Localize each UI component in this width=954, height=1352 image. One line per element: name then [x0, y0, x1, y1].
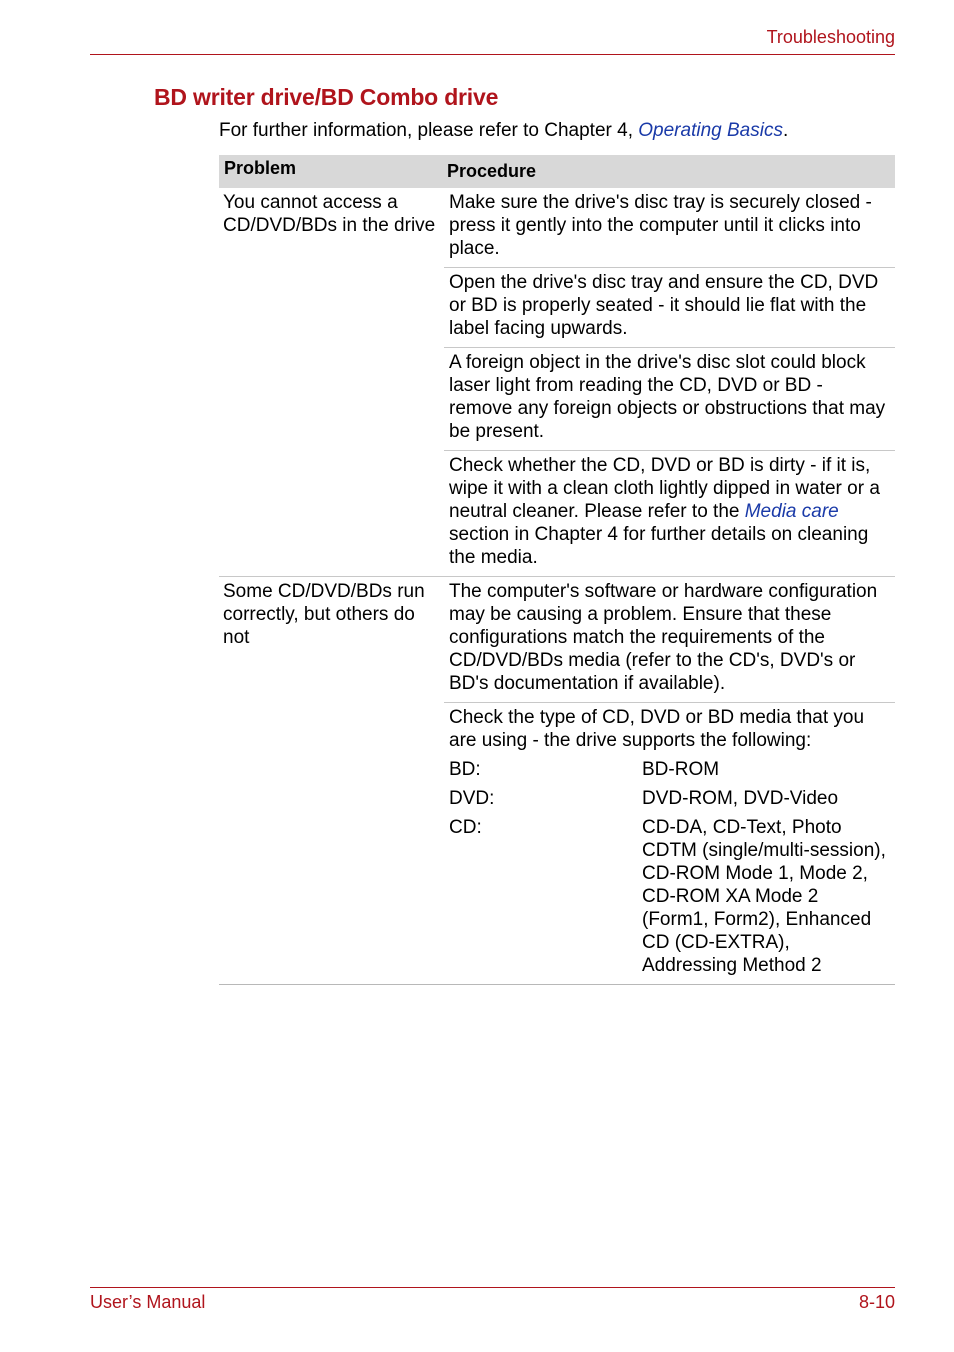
intro-suffix: .	[782, 120, 789, 141]
spec-label: DVD:	[449, 788, 495, 809]
table-header	[219, 155, 895, 188]
procedure-cell: A foreign object in the drive's disc slot could block laser light from reading the CD, DVD or BD - remove any foreign objects or obstructions that may be present.	[444, 348, 895, 451]
spec-label: BD:	[449, 759, 481, 780]
procedure-cell	[444, 703, 895, 984]
procedure-text: section in Chapter 4 for further details on cleaning the media.	[449, 524, 869, 568]
footer-rule	[90, 1287, 895, 1288]
procedure-cell: Open the drive's disc tray and ensure the CD, DVD or BD is properly seated - it should lie flat with the label facing upwards.	[444, 268, 895, 348]
procedure-cell: The computer's software or hardware configuration may be causing a problem. Ensure that these configurations match the requirements of the CD/DVD/BDs media (refer to the CD's, DVD's or BD's documentation if available).	[444, 577, 895, 703]
running-header: Troubleshooting	[766, 27, 895, 47]
table-row	[219, 188, 895, 577]
procedure-cells	[444, 577, 895, 984]
problem-cell: You cannot access a CD/DVD/BDs in the drive	[223, 192, 436, 236]
header-problem: Problem	[224, 158, 297, 178]
problem-cell: Some CD/DVD/BDs run correctly, but others do not	[223, 581, 425, 648]
procedure-cells	[444, 188, 895, 576]
header-rule	[90, 54, 895, 55]
troubleshooting-table	[219, 155, 895, 985]
operating-basics-link[interactable]: Operating Basics	[638, 120, 783, 141]
procedure-text: Check the type of CD, DVD or BD media that you are using - the drive supports the following:	[449, 707, 865, 751]
spec-value: DVD-ROM, DVD-Video	[642, 788, 839, 809]
spec-row-cd	[449, 816, 889, 977]
spec-row-dvd	[449, 787, 889, 810]
intro-text: For further information, please refer to Chapter 4,	[219, 120, 639, 141]
spec-value: CD-DA, CD-Text, Photo CDTM (single/multi-session), CD-ROM Mode 1, Mode 2, CD-ROM XA Mode 2 (Form1, Form2), Enhanced CD (CD-EXTRA), Addressing Method 2	[642, 817, 886, 976]
procedure-text: Check whether the CD, DVD or BD is dirty - if it is, wipe it with a clean cloth lightly dipped in water or a neutral cleaner. Please refer to the	[449, 455, 880, 522]
page-number: 8-10	[858, 1292, 895, 1312]
spec-label: CD:	[449, 817, 482, 838]
header-procedure: Procedure	[447, 161, 537, 181]
media-care-link[interactable]: Media care	[744, 501, 839, 522]
spec-value: BD-ROM	[642, 759, 720, 780]
intro-paragraph	[219, 120, 788, 142]
spec-row-bd	[449, 758, 889, 781]
table-row	[219, 577, 895, 985]
procedure-cell: Make sure the drive's disc tray is securely closed - press it gently into the computer until it clicks into place.	[444, 188, 895, 268]
footer-manual-title: User’s Manual	[90, 1292, 206, 1312]
procedure-cell	[444, 451, 895, 576]
section-title: BD writer drive/BD Combo drive	[154, 84, 499, 110]
